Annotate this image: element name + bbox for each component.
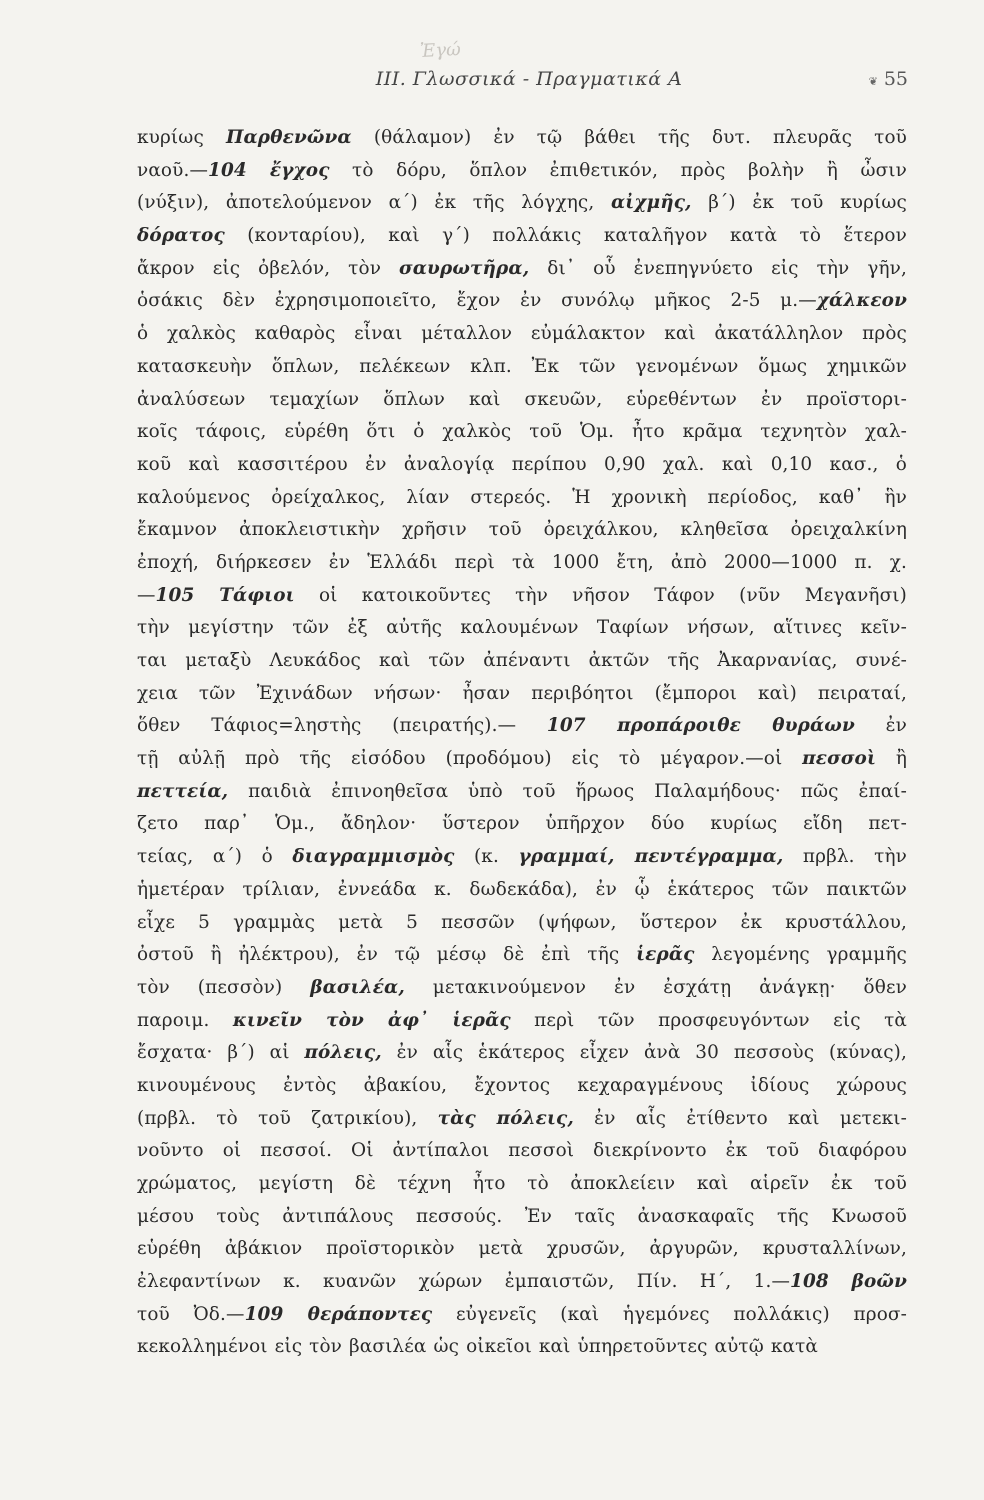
text-run: — bbox=[137, 584, 156, 606]
text-run: ἔσχατα· β΄) αἱ bbox=[137, 1042, 305, 1064]
text-run: τὸ δόρυ, ὅπλον ἐπιθετικόν, πρὸς βολὴν ἢ ὦσιν bbox=[329, 159, 907, 181]
emphasized-term: χάλκεον bbox=[816, 290, 907, 312]
text-run: χρώματος, μεγίστη δὲ τέχνη ἦτο τὸ ἀποκλείειν καὶ αἱρεῖν ἐκ τοῦ bbox=[137, 1173, 907, 1194]
text-run: ὁ χαλκὸς καθαρὸς εἶναι μέταλλον εὐμάλακτον καὶ ἀκατάλληλον πρὸς bbox=[137, 323, 907, 345]
text-run: κοῖς τάφοις, εὑρέθη ὅτι ὁ χαλκὸς τοῦ Ὁμ. ἦτο κρᾶμα τεχνητὸν χαλ- bbox=[137, 421, 907, 443]
text-line bbox=[137, 612, 907, 645]
text-run: νοῦντο οἱ πεσσοί. Οἱ ἀντίπαλοι πεσσοὶ διεκρίνοντο ἐκ τοῦ διαφόρου bbox=[137, 1140, 907, 1162]
text-run: καλούμενος ὀρείχαλκος, λίαν στερεός. Ἡ χρονικὴ περίοδος, καθ᾽ ἣν bbox=[137, 486, 907, 508]
text-line bbox=[137, 1299, 907, 1332]
text-line bbox=[137, 122, 907, 155]
text-line bbox=[137, 1331, 907, 1364]
text-line bbox=[137, 678, 907, 711]
text-line bbox=[137, 416, 907, 449]
text-run: ἐποχή, διήρκεσεν ἐν Ἑλλάδι περὶ τὰ 1000 ἔτη, ἀπὸ 2000—1000 π. χ. bbox=[137, 551, 907, 573]
text-run: κυρίως bbox=[137, 127, 226, 148]
text-run: περὶ τῶν προσφευγόντων εἰς τὰ bbox=[510, 1009, 907, 1031]
text-run: χεια τῶν Ἐχινάδων νήσων· ἦσαν περιβόητοι (ἔμποροι καὶ) πειραταί, bbox=[137, 682, 907, 704]
text-line bbox=[137, 351, 907, 384]
emphasized-term: ἱερᾶς bbox=[636, 944, 695, 966]
emphasized-term: σαυρωτῆρα, bbox=[399, 257, 530, 279]
text-line bbox=[137, 449, 907, 482]
emphasized-term: 104 ἔγχος bbox=[208, 159, 330, 181]
text-run: ται μεταξὺ Λευκάδος καὶ τῶν ἀπέναντι ἀκτῶν τῆς Ἀκαρνανίας, συνέ- bbox=[137, 650, 907, 671]
text-line bbox=[137, 318, 907, 351]
emphasized-term: πόλεις, bbox=[304, 1042, 382, 1064]
text-line bbox=[137, 1266, 907, 1299]
text-line bbox=[137, 1005, 907, 1038]
text-line bbox=[137, 155, 907, 188]
emphasized-term: βασιλέα, bbox=[310, 976, 405, 998]
emphasized-term: δόρατος bbox=[137, 225, 225, 247]
text-run: εὑρέθη ἀβάκιον προϊστορικὸν μετὰ χρυσῶν, ἀργυρῶν, κρυσταλλίνων, bbox=[137, 1238, 907, 1260]
text-run: τὴν μεγίστην τῶν ἐξ αὐτῆς καλουμένων Ταφίων νήσων, αἵτινες κεῖν- bbox=[137, 617, 907, 639]
page-number: ❦ 55 bbox=[869, 68, 908, 90]
text-run: πρβλ. τὴν bbox=[783, 846, 907, 868]
text-line bbox=[137, 1135, 907, 1168]
emphasized-term: πεσσοὶ bbox=[802, 748, 876, 770]
text-line bbox=[137, 939, 907, 972]
text-line bbox=[137, 841, 907, 874]
text-run: παροιμ. bbox=[137, 1009, 233, 1031]
text-run: τοῦ Ὀδ.— bbox=[137, 1303, 245, 1325]
text-line bbox=[137, 710, 907, 743]
text-line bbox=[137, 907, 907, 940]
text-run: ὀστοῦ ἢ ἠλέκτρου), ἐν τῷ μέσῳ δὲ ἐπὶ τῆς bbox=[137, 944, 637, 966]
text-run: ἐλεφαντίνων κ. κυανῶν χώρων ἐμπαιστῶν, Πίν. Η΄, 1.— bbox=[137, 1271, 791, 1293]
text-line bbox=[137, 1070, 907, 1103]
text-run: ζετο παρ᾽ Ὁμ., ἄδηλον· ὕστερον ὑπῆρχον δύο κυρίως εἴδη πετ- bbox=[137, 813, 907, 835]
text-run: κεκολλημένοι εἰς τὸν βασιλέα ὡς οἰκεῖοι καὶ ὑπηρετοῦντες αὐτῷ κατὰ bbox=[137, 1336, 818, 1358]
emphasized-term: αἰχμῆς, bbox=[610, 192, 692, 214]
text-line bbox=[137, 1168, 907, 1201]
text-run: κοῦ καὶ κασσιτέρου ἐν ἀναλογίᾳ περίπου 0,90 χαλ. καὶ 0,10 κασ., ὁ bbox=[137, 453, 907, 475]
text-run: τῇ αὐλῇ πρὸ τῆς εἰσόδου (προδόμου) εἰς τὸ μέγαρον.—οἱ bbox=[137, 748, 803, 770]
text-line bbox=[137, 514, 907, 547]
text-run: (πρβλ. τὸ τοῦ ζατρικίου), bbox=[137, 1107, 438, 1129]
text-run: εἶχε 5 γραμμὰς μετὰ 5 πεσσῶν (ψήφων, ὕστερον ἐκ κρυστάλλου, bbox=[137, 911, 907, 933]
emphasized-term: 108 βοῶν bbox=[790, 1271, 907, 1293]
faint-handwritten-note: Ἐγώ bbox=[419, 38, 462, 63]
body-text bbox=[137, 122, 907, 1364]
emphasized-term: 105 Τάφιοι bbox=[155, 584, 295, 606]
text-line bbox=[137, 645, 907, 678]
text-run: τείας, α΄) ὁ bbox=[137, 846, 293, 868]
text-run: δι᾽ οὗ ἐνεπηγνύετο εἰς τὴν γῆν, bbox=[529, 257, 907, 279]
text-line bbox=[137, 285, 907, 318]
text-run: (θάλαμον) ἐν τῷ βάθει τῆς δυτ. πλευρᾶς τοῦ bbox=[351, 127, 908, 148]
text-line bbox=[137, 1103, 907, 1136]
text-run: ἐν αἷς ἑκάτερος εἶχεν ἀνὰ 30 πεσσοὺς (κύνας), bbox=[381, 1042, 907, 1064]
text-run: εὐγενεῖς (καὶ ἡγεμόνες πολλάκις) προσ- bbox=[432, 1303, 907, 1325]
emphasized-term: 107 προπάροιθε θυράων bbox=[546, 715, 855, 737]
text-run: ἄκρον εἰς ὀβελόν, τὸν bbox=[137, 257, 400, 279]
text-run: κινουμένους ἐντὸς ἀβακίου, ἔχοντος κεχαραγμένους ἰδίους χώρους bbox=[137, 1074, 907, 1096]
text-line bbox=[137, 808, 907, 841]
text-run: λεγομένης γραμμῆς bbox=[694, 944, 907, 966]
text-line bbox=[137, 547, 907, 580]
text-run: τὸν (πεσσὸν) bbox=[137, 976, 311, 998]
text-line bbox=[137, 253, 907, 286]
emphasized-term: διαγραμμισμὸς bbox=[292, 846, 455, 868]
text-run: ἢ bbox=[876, 748, 907, 770]
text-line bbox=[137, 220, 907, 253]
emphasized-term: γραμμαί, πεντέγραμμα, bbox=[518, 846, 784, 868]
text-line bbox=[137, 743, 907, 776]
text-run: παιδιὰ ἐπινοηθεῖσα ὑπὸ τοῦ ἥρωος Παλαμήδους· πῶς ἐπαί- bbox=[228, 780, 907, 802]
text-line bbox=[137, 776, 907, 809]
text-line bbox=[137, 1201, 907, 1234]
text-run: κατασκευὴν ὅπλων, πελέκεων κλπ. Ἐκ τῶν γενομένων ὅμως χημικῶν bbox=[137, 355, 907, 377]
text-run: ἐν αἷς ἐτίθεντο καὶ μετεκι- bbox=[573, 1107, 907, 1129]
text-run: ὅθεν Τάφιος=ληστὴς (πειρατής).— bbox=[137, 715, 547, 737]
emphasized-term: Παρθενῶνα bbox=[225, 127, 352, 148]
text-run: μέσου τοὺς ἀντιπάλους πεσσούς. Ἐν ταῖς ἀνασκαφαῖς τῆς Κνωσοῦ bbox=[137, 1205, 907, 1227]
text-run: (κονταρίου), καὶ γ΄) πολλάκις καταλῆγον κατὰ τὸ ἕτερον bbox=[224, 225, 907, 247]
emphasized-term: 109 θεράποντες bbox=[244, 1303, 433, 1325]
emphasized-term: τὰς πόλεις, bbox=[437, 1107, 574, 1129]
page-header bbox=[140, 68, 908, 98]
text-run: ἀναλύσεων τεμαχίων ὅπλων καὶ σκευῶν, εὑρεθέντων ἐν προϊστορι- bbox=[137, 388, 907, 410]
text-line bbox=[137, 972, 907, 1005]
text-line bbox=[137, 1037, 907, 1070]
text-run: ἡμετέραν τρίλιαν, ἐννεάδα κ. δωδεκάδα), ἐν ᾧ ἑκάτερος τῶν παικτῶν bbox=[137, 878, 907, 900]
text-run: β΄) ἐκ τοῦ κυρίως bbox=[691, 192, 907, 214]
text-run: ναοῦ.— bbox=[137, 159, 208, 181]
text-run: (κ. bbox=[454, 846, 519, 868]
text-run: ἐν bbox=[854, 715, 907, 737]
text-run: ὁσάκις δὲν ἐχρησιμοποιεῖτο, ἔχον ἐν συνόλῳ μῆκος 2-5 μ.— bbox=[137, 290, 817, 312]
emphasized-term: πεττεία, bbox=[137, 780, 229, 802]
text-line bbox=[137, 874, 907, 907]
text-line bbox=[137, 187, 907, 220]
text-run: μετακινούμενον ἐν ἐσχάτῃ ἀνάγκῃ· ὅθεν bbox=[404, 976, 907, 998]
text-line bbox=[137, 580, 907, 613]
text-run: οἱ κατοικοῦντες τὴν νῆσον Τάφον (νῦν Μεγανῆσι) bbox=[294, 584, 907, 606]
emphasized-term: κινεῖν τὸν ἀφ᾽ ἱερᾶς bbox=[232, 1009, 511, 1031]
text-run: (νύξιν), ἀποτελούμενον α΄) ἐκ τῆς λόγχης, bbox=[137, 192, 611, 214]
text-line bbox=[137, 1233, 907, 1266]
running-title: III. Γλωσσικά - Πραγματικά Α bbox=[375, 68, 683, 90]
text-line bbox=[137, 384, 907, 417]
text-line bbox=[137, 482, 907, 515]
text-run: ἔκαμνον ἀποκλειστικὴν χρῆσιν τοῦ ὀρειχάλκου, κληθεῖσα ὀρειχαλκίνη bbox=[137, 519, 907, 541]
